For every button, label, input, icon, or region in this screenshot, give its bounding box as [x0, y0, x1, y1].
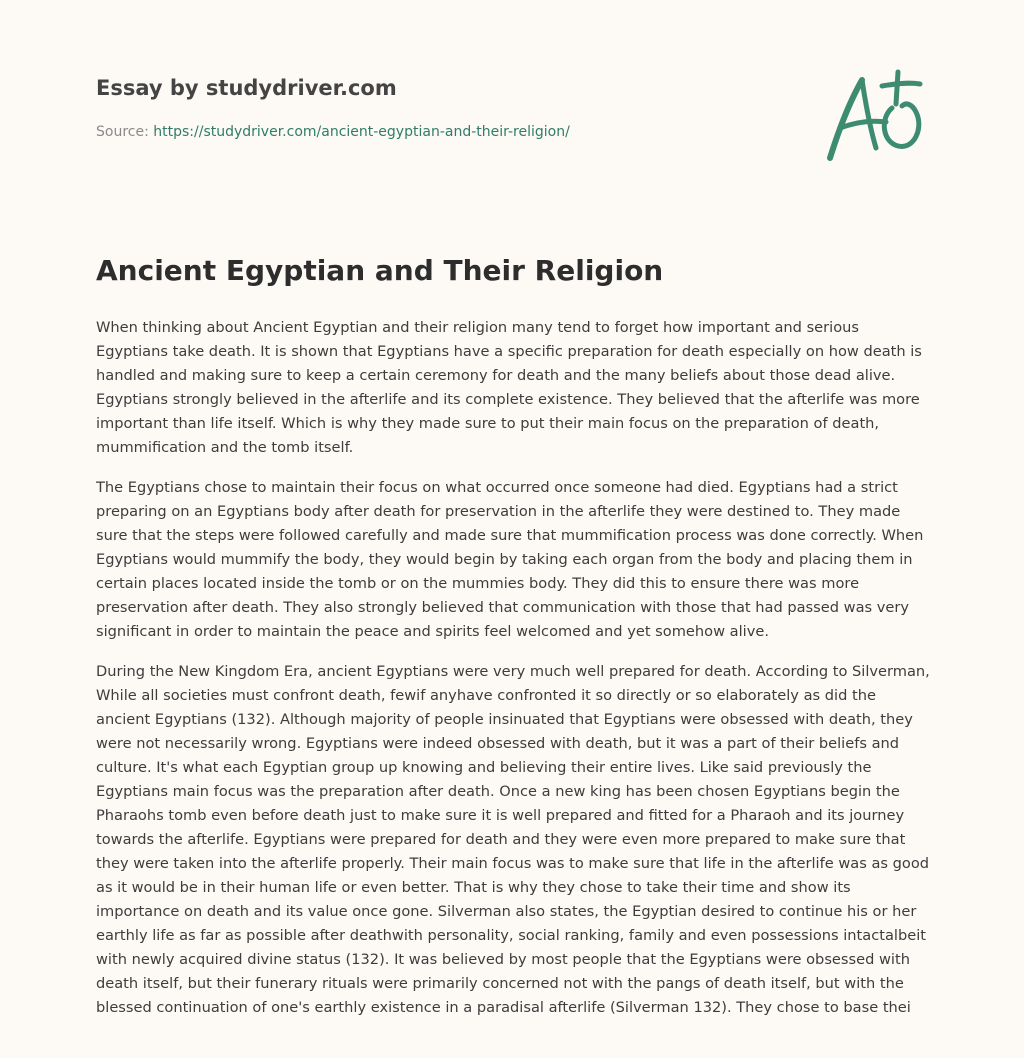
source-link[interactable]: https://studydriver.com/ancient-egyptian-and-their-religion/ — [153, 124, 570, 140]
paragraph: During the New Kingdom Era, ancient Egyptians were very much well prepared for death. According to Silverman, While all societies must confront death, fewif anyhave confronted it so directly or so elaborately as did the ancient Egyptians (132). Although majority of people insinuated that Egyptians were obsessed with death, they were not necessarily wrong. Egyptians were indeed obsessed with death, but it was a part of their beliefs and culture. It's what each Egyptian group up knowing and believing their entire lives. Like said previously the Egyptians main focus was the preparation after death. Once a new king has been chosen Egyptians begin the Pharaohs tomb even before death just to make sure it is well prepared and fitted for a Pharaoh and its journey towards the afterlife. Egyptians were prepared for death and they were even more prepared to make sure that they were taken into the afterlife properly. Their main focus was to make sure that life in the afterlife was as good as it would be in their human life or even better. That is why they chose to take their time and show its importance on death and its value once gone. Silverman also states, the Egyptian desired to continue his or her earthly life as far as possible after deathwith personality, social ranking, family and even possessions intactalbeit with newly acquired divine status (132). It was believed by most people that the Egyptians were obsessed with death itself, but their funerary rituals were primarily concerned not with the pangs of death itself, but with the blessed continuation of one's earthly existence in a paradisal afterlife (Silverman 132). They chose to base thei — [96, 663, 930, 1016]
a-plus-logo-icon — [820, 66, 930, 166]
source-line — [96, 124, 570, 140]
source-label: Source: — [96, 124, 154, 140]
essay-body — [96, 316, 932, 1036]
site-title: Essay by studydriver.com — [96, 76, 397, 100]
paragraph: When thinking about Ancient Egyptian and their religion many tend to forget how important and serious Egyptians take death. It is shown that Egyptians have a specific preparation for death especially on how death is handled and making sure to keep a certain ceremony for death and the many beliefs about those dead alive. Egyptians strongly believed in the afterlife and its complete existence. They believed that the afterlife was more important than life itself. Which is why they made sure to put their main focus on the preparation of death, mummification and the tomb itself. — [96, 319, 922, 456]
document-title: Ancient Egyptian and Their Religion — [96, 254, 664, 287]
paragraph: The Egyptians chose to maintain their focus on what occurred once someone had died. Egyptians had a strict preparing on an Egyptians body after death for preservation in the afterlife they were destined to. They made sure that the steps were followed carefully and made sure that mummification process was done correctly. When Egyptians would mummify the body, they would begin by taking each organ from the body and placing them in certain places located inside the tomb or on the mummies body. They did this to ensure there was more preservation after death. They also strongly believed that communication with those that had passed was very significant in order to maintain the peace and spirits feel welcomed and yet somehow alive. — [96, 479, 924, 640]
